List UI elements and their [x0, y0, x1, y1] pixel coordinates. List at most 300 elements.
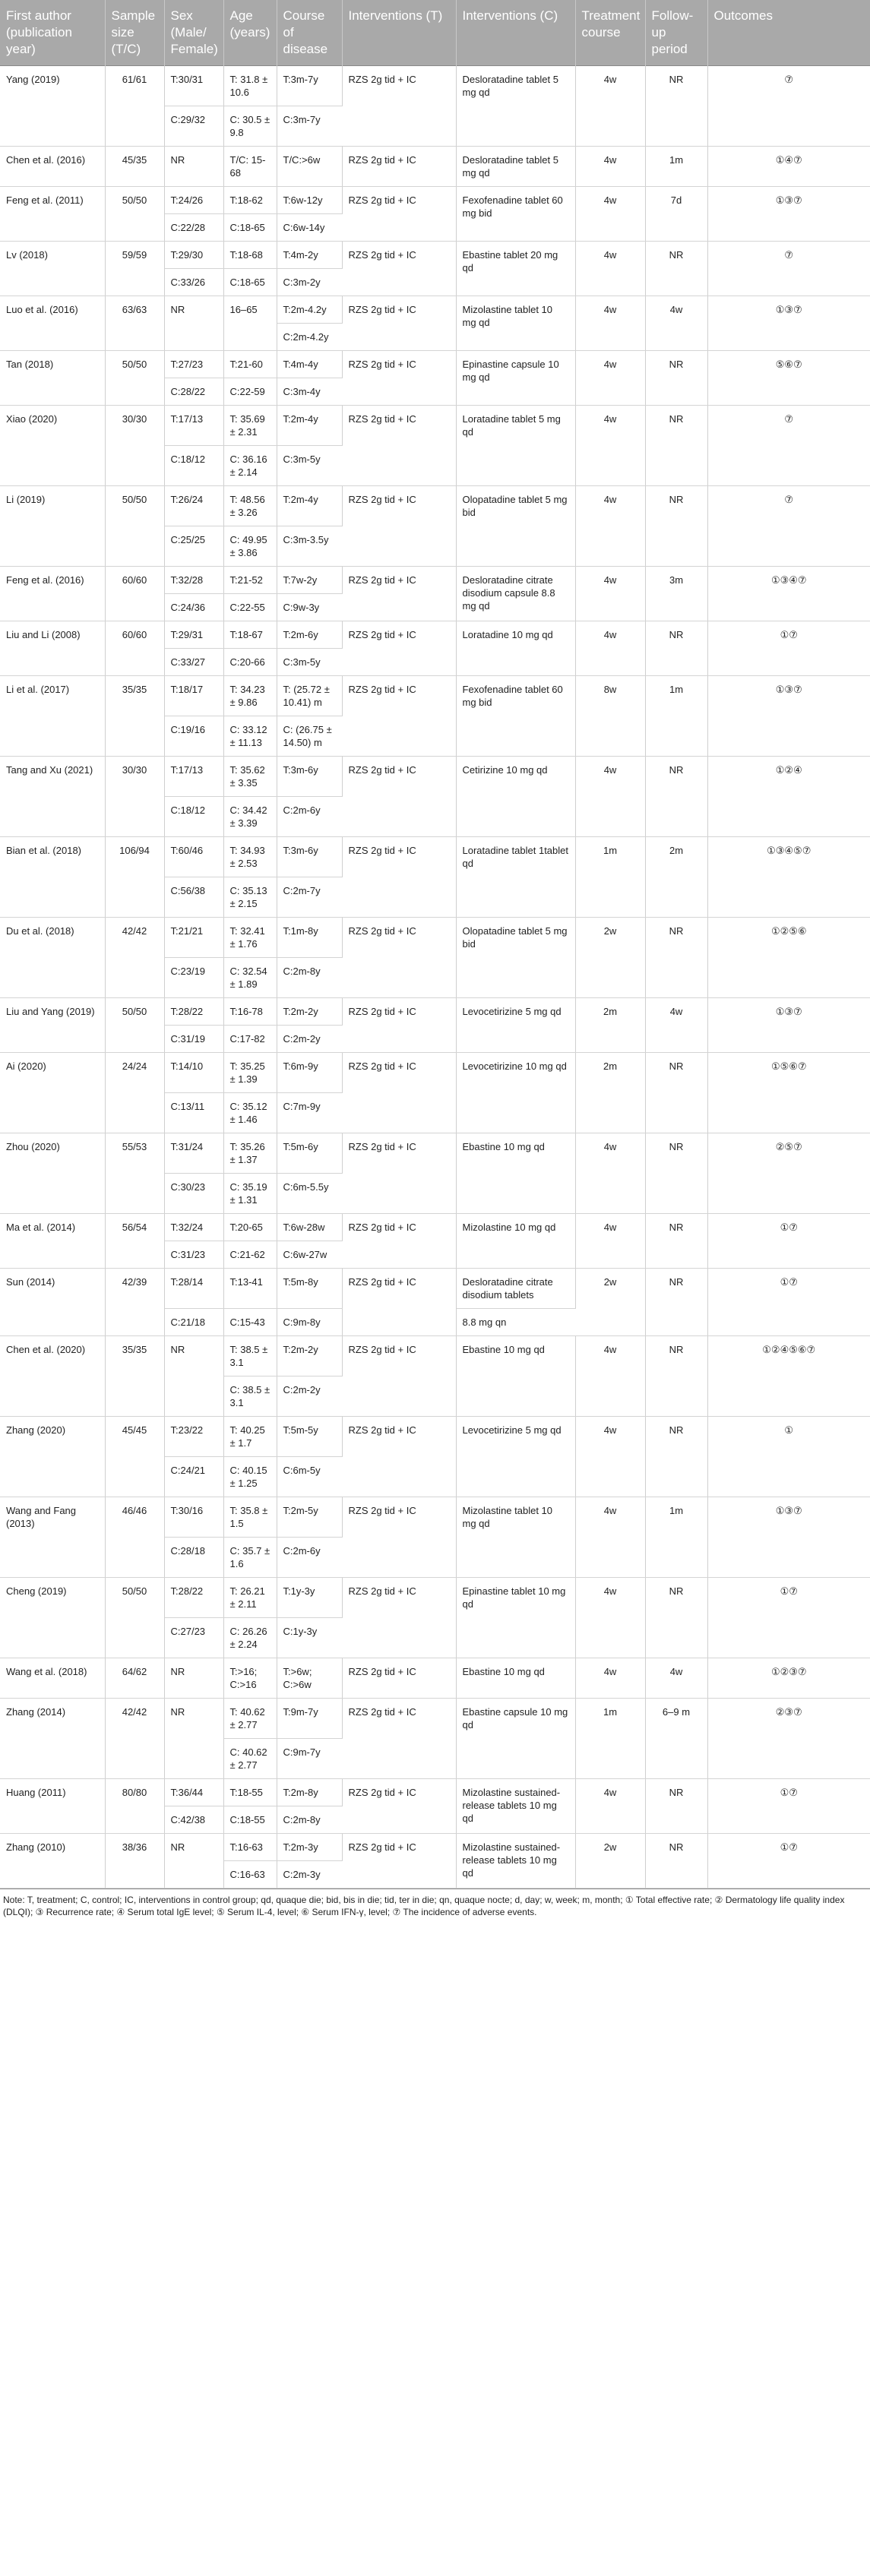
cell-follow-up-period: NR [645, 1053, 707, 1133]
cell-interventions-c: Olopatadine tablet 5 mg bid [456, 486, 575, 567]
cell-interventions-t: RZS 2g tid + IC [342, 998, 456, 1053]
cell-course-of-disease: C:2m-4.2y [277, 324, 342, 351]
cell-first-author: Zhang (2014) [0, 1699, 105, 1779]
cell-sex: C:28/22 [164, 378, 223, 406]
cell-outcomes: ① [707, 1417, 870, 1497]
cell-age: T: 38.5 ± 3.1 [223, 1336, 277, 1377]
cell-age: T:18-68 [223, 242, 277, 269]
cell-sample-size: 42/42 [105, 1699, 164, 1779]
cell-sample-size: 45/45 [105, 1417, 164, 1497]
table-row [0, 837, 870, 877]
cell-age: C: 35.7 ± 1.6 [223, 1538, 277, 1578]
cell-first-author: Ai (2020) [0, 1053, 105, 1133]
cell-first-author: Liu and Yang (2019) [0, 998, 105, 1053]
cell-interventions-c: Ebastine 10 mg qd [456, 1133, 575, 1214]
cell-course-of-disease: T:1m-8y [277, 918, 342, 958]
cell-course-of-disease: C:9w-3y [277, 594, 342, 621]
cell-sample-size: 35/35 [105, 676, 164, 757]
cell-course-of-disease: C:2m-6y [277, 1538, 342, 1578]
cell-course-of-disease: T:6m-9y [277, 1053, 342, 1093]
cell-interventions-c: Mizolastine 10 mg qd [456, 1214, 575, 1269]
cell-age: T:20-65 [223, 1214, 277, 1241]
cell-interventions-t: RZS 2g tid + IC [342, 1417, 456, 1497]
cell-sex: T:18/17 [164, 676, 223, 716]
cell-sex: C:56/38 [164, 877, 223, 918]
cell-treatment-course: 4w [575, 1336, 645, 1417]
cell-interventions-c: Fexofenadine tablet 60 mg bid [456, 187, 575, 242]
cell-sex: C:13/11 [164, 1093, 223, 1133]
cell-age: T: 48.56 ± 3.26 [223, 486, 277, 526]
cell-treatment-course: 4w [575, 296, 645, 351]
cell-interventions-t: RZS 2g tid + IC [342, 147, 456, 187]
cell-age: T: 40.25 ± 1.7 [223, 1417, 277, 1457]
cell-treatment-course: 4w [575, 1578, 645, 1658]
cell-outcomes: ①④⑦ [707, 147, 870, 187]
cell-first-author: Zhang (2020) [0, 1417, 105, 1497]
cell-follow-up-period: 4w [645, 296, 707, 351]
cell-follow-up-period: NR [645, 1779, 707, 1834]
cell-interventions-c: Olopatadine tablet 5 mg bid [456, 918, 575, 998]
cell-interventions-t: RZS 2g tid + IC [342, 621, 456, 676]
cell-follow-up-period: 4w [645, 998, 707, 1053]
cell-sample-size: 80/80 [105, 1779, 164, 1834]
cell-course-of-disease: T:>6w; C:>6w [277, 1658, 342, 1699]
cell-first-author: Huang (2011) [0, 1779, 105, 1834]
cell-age: T: 40.62 ± 2.77 [223, 1699, 277, 1739]
cell-interventions-t: RZS 2g tid + IC [342, 837, 456, 918]
cell-outcomes: ⑤⑥⑦ [707, 351, 870, 406]
cell-follow-up-period: 6–9 m [645, 1699, 707, 1779]
cell-first-author: Du et al. (2018) [0, 918, 105, 998]
cell-follow-up-period: NR [645, 918, 707, 998]
cell-age: C: 38.5 ± 3.1 [223, 1377, 277, 1417]
cell-treatment-course: 4w [575, 1417, 645, 1497]
cell-outcomes: ①⑦ [707, 1779, 870, 1834]
cell-sex: T:27/23 [164, 351, 223, 378]
cell-course-of-disease: T:2m-2y [277, 998, 342, 1026]
cell-interventions-c: Epinastine tablet 10 mg qd [456, 1578, 575, 1658]
cell-outcomes: ①⑤⑥⑦ [707, 1053, 870, 1133]
cell-age: C:16-63 [223, 1861, 277, 1889]
cell-course-of-disease: T/C:>6w [277, 147, 342, 187]
cell-sex: C:33/27 [164, 649, 223, 676]
table-body [0, 66, 870, 1889]
cell-outcomes: ②③⑦ [707, 1699, 870, 1779]
cell-course-of-disease: T:1y-3y [277, 1578, 342, 1618]
cell-course-of-disease: T:4m-4y [277, 351, 342, 378]
cell-course-of-disease: C:2m-2y [277, 1026, 342, 1053]
cell-course-of-disease: C:2m-2y [277, 1377, 342, 1417]
table-row [0, 1497, 870, 1538]
cell-follow-up-period: NR [645, 1214, 707, 1269]
cell-outcomes: ①②④⑤⑥⑦ [707, 1336, 870, 1417]
cell-age: C:20-66 [223, 649, 277, 676]
cell-interventions-t: RZS 2g tid + IC [342, 567, 456, 621]
cell-outcomes: ①③⑦ [707, 676, 870, 757]
cell-treatment-course: 4w [575, 1497, 645, 1578]
cell-follow-up-period: 7d [645, 187, 707, 242]
table-row [0, 351, 870, 378]
cell-age: T:18-67 [223, 621, 277, 649]
cell-first-author: Wang and Fang (2013) [0, 1497, 105, 1578]
cell-first-author: Luo et al. (2016) [0, 296, 105, 351]
cell-age: T:16-78 [223, 998, 277, 1026]
cell-sex: C:25/25 [164, 526, 223, 567]
table-row [0, 66, 870, 106]
cell-sex: T:17/13 [164, 406, 223, 446]
cell-sex: T:17/13 [164, 757, 223, 797]
cell-interventions-t: RZS 2g tid + IC [342, 1578, 456, 1658]
cell-sex: C:24/36 [164, 594, 223, 621]
cell-sample-size: 63/63 [105, 296, 164, 351]
cell-sample-size: 56/54 [105, 1214, 164, 1269]
cell-course-of-disease: T:2m-4y [277, 486, 342, 526]
cell-course-of-disease: T:9m-7y [277, 1699, 342, 1739]
cell-outcomes: ①③⑦ [707, 187, 870, 242]
cell-outcomes: ⑦ [707, 66, 870, 147]
cell-interventions-t: RZS 2g tid + IC [342, 351, 456, 406]
cell-course-of-disease: T:5m-5y [277, 1417, 342, 1457]
cell-treatment-course: 4w [575, 351, 645, 406]
cell-outcomes: ⑦ [707, 486, 870, 567]
cell-first-author: Li (2019) [0, 486, 105, 567]
cell-age: C: 49.95 ± 3.86 [223, 526, 277, 567]
cell-interventions-c: Desloratadine tablet 5 mg qd [456, 66, 575, 147]
cell-follow-up-period: NR [645, 242, 707, 296]
cell-sample-size: 61/61 [105, 66, 164, 147]
cell-interventions-t: RZS 2g tid + IC [342, 1699, 456, 1779]
header-first-author: First author (publication year) [0, 0, 105, 66]
cell-age: T: 35.8 ± 1.5 [223, 1497, 277, 1538]
cell-treatment-course: 4w [575, 406, 645, 486]
cell-age: C: 36.16 ± 2.14 [223, 446, 277, 486]
cell-interventions-t: RZS 2g tid + IC [342, 1214, 456, 1269]
cell-treatment-course: 1m [575, 837, 645, 918]
header-age: Age (years) [223, 0, 277, 66]
cell-course-of-disease: C:3m-5y [277, 446, 342, 486]
table-row [0, 296, 870, 324]
cell-interventions-c: Loratadine tablet 5 mg qd [456, 406, 575, 486]
cell-age: T:16-63 [223, 1834, 277, 1861]
cell-course-of-disease: C:2m-8y [277, 958, 342, 998]
cell-course-of-disease: T:2m-8y [277, 1779, 342, 1806]
cell-outcomes: ②⑤⑦ [707, 1133, 870, 1214]
cell-sample-size: 42/39 [105, 1269, 164, 1336]
cell-course-of-disease: T:2m-2y [277, 1336, 342, 1377]
cell-age: C: 35.19 ± 1.31 [223, 1174, 277, 1214]
cell-sex: T:29/31 [164, 621, 223, 649]
cell-course-of-disease: T:6w-28w [277, 1214, 342, 1241]
cell-sex: T:30/31 [164, 66, 223, 106]
cell-sex: C:18/12 [164, 446, 223, 486]
cell-course-of-disease: T:5m-6y [277, 1133, 342, 1174]
cell-treatment-course: 8w [575, 676, 645, 757]
cell-age: T:>16; C:>16 [223, 1658, 277, 1699]
cell-interventions-c: Ebastine 10 mg qd [456, 1336, 575, 1417]
cell-sample-size: 30/30 [105, 757, 164, 837]
cell-treatment-course: 4w [575, 621, 645, 676]
cell-sample-size: 50/50 [105, 351, 164, 406]
cell-treatment-course: 4w [575, 1214, 645, 1269]
cell-course-of-disease: C:2m-6y [277, 797, 342, 837]
cell-interventions-t: RZS 2g tid + IC [342, 66, 456, 147]
cell-age: T:21-52 [223, 567, 277, 594]
cell-sample-size: 59/59 [105, 242, 164, 296]
cell-age: C: 35.13 ± 2.15 [223, 877, 277, 918]
table-row [0, 1779, 870, 1806]
cell-follow-up-period: 4w [645, 1658, 707, 1699]
cell-sample-size: 64/62 [105, 1658, 164, 1699]
cell-interventions-t: RZS 2g tid + IC [342, 187, 456, 242]
cell-course-of-disease: T:3m-7y [277, 66, 342, 106]
table-row [0, 1214, 870, 1241]
cell-first-author: Chen et al. (2016) [0, 147, 105, 187]
table-row [0, 918, 870, 958]
cell-follow-up-period: NR [645, 1269, 707, 1336]
cell-age: T:18-55 [223, 1779, 277, 1806]
cell-first-author: Cheng (2019) [0, 1578, 105, 1658]
cell-interventions-t: RZS 2g tid + IC [342, 1834, 456, 1889]
cell-interventions-c: Cetirizine 10 mg qd [456, 757, 575, 837]
cell-sample-size: 50/50 [105, 187, 164, 242]
table-row [0, 1053, 870, 1093]
cell-first-author: Ma et al. (2014) [0, 1214, 105, 1269]
cell-interventions-c: Ebastine capsule 10 mg qd [456, 1699, 575, 1779]
table-row [0, 1699, 870, 1739]
cell-outcomes: ①⑦ [707, 1578, 870, 1658]
cell-sex: C:31/23 [164, 1241, 223, 1269]
cell-sex: C:22/28 [164, 214, 223, 242]
cell-sample-size: 45/35 [105, 147, 164, 187]
cell-course-of-disease: C:6w-27w [277, 1241, 342, 1269]
cell-age: T: 34.93 ± 2.53 [223, 837, 277, 877]
table-row [0, 1578, 870, 1618]
cell-first-author: Feng et al. (2011) [0, 187, 105, 242]
table-row [0, 1417, 870, 1457]
cell-sex: NR [164, 1699, 223, 1779]
cell-age: C: 33.12 ± 11.13 [223, 716, 277, 757]
cell-sex: C:28/18 [164, 1538, 223, 1578]
cell-treatment-course: 4w [575, 1133, 645, 1214]
cell-sample-size: 50/50 [105, 486, 164, 567]
cell-follow-up-period: 1m [645, 1497, 707, 1578]
cell-treatment-course: 4w [575, 486, 645, 567]
cell-outcomes: ①③⑦ [707, 998, 870, 1053]
cell-sex: T:28/14 [164, 1269, 223, 1309]
cell-sex: NR [164, 1336, 223, 1417]
cell-course-of-disease: T:4m-2y [277, 242, 342, 269]
cell-sex: C:33/26 [164, 269, 223, 296]
cell-sample-size: 30/30 [105, 406, 164, 486]
cell-sample-size: 60/60 [105, 621, 164, 676]
cell-course-of-disease: T:3m-6y [277, 757, 342, 797]
cell-course-of-disease: T:2m-4y [277, 406, 342, 446]
cell-follow-up-period: NR [645, 1133, 707, 1214]
cell-first-author: Li et al. (2017) [0, 676, 105, 757]
cell-sample-size: 55/53 [105, 1133, 164, 1214]
cell-interventions-c: Mizolastine sustained-release tablets 10 mg qd [456, 1779, 575, 1834]
cell-treatment-course: 2w [575, 1269, 645, 1336]
cell-course-of-disease: C:7m-9y [277, 1093, 342, 1133]
cell-sample-size: 46/46 [105, 1497, 164, 1578]
cell-age: T: 26.21 ± 2.11 [223, 1578, 277, 1618]
cell-interventions-t: RZS 2g tid + IC [342, 1336, 456, 1417]
cell-age: C: 35.12 ± 1.46 [223, 1093, 277, 1133]
cell-first-author: Tang and Xu (2021) [0, 757, 105, 837]
cell-first-author: Xiao (2020) [0, 406, 105, 486]
cell-interventions-t: RZS 2g tid + IC [342, 1779, 456, 1834]
cell-course-of-disease: C: (26.75 ± 14.50) m [277, 716, 342, 757]
cell-course-of-disease: T:3m-6y [277, 837, 342, 877]
cell-treatment-course: 4w [575, 66, 645, 147]
cell-sex: T:26/24 [164, 486, 223, 526]
cell-treatment-course: 4w [575, 147, 645, 187]
cell-age: T: 35.62 ± 3.35 [223, 757, 277, 797]
cell-first-author: Sun (2014) [0, 1269, 105, 1336]
cell-follow-up-period: NR [645, 486, 707, 567]
header-course-of-disease: Course of disease [277, 0, 342, 66]
cell-outcomes: ⑦ [707, 242, 870, 296]
cell-course-of-disease: C:3m-7y [277, 106, 342, 147]
cell-course-of-disease: C:6m-5y [277, 1457, 342, 1497]
cell-course-of-disease: T:2m-6y [277, 621, 342, 649]
cell-interventions-c: Loratadine tablet 1tablet qd [456, 837, 575, 918]
cell-interventions-c: Fexofenadine tablet 60 mg bid [456, 676, 575, 757]
table-row [0, 998, 870, 1026]
cell-interventions-t: RZS 2g tid + IC [342, 676, 456, 757]
cell-sample-size: 106/94 [105, 837, 164, 918]
cell-treatment-course: 4w [575, 187, 645, 242]
cell-treatment-course: 1m [575, 1699, 645, 1779]
cell-sex: T:28/22 [164, 998, 223, 1026]
cell-interventions-t: RZS 2g tid + IC [342, 242, 456, 296]
cell-outcomes: ①③④⑦ [707, 567, 870, 621]
cell-age: T:21-60 [223, 351, 277, 378]
cell-interventions-t: RZS 2g tid + IC [342, 1269, 456, 1336]
cell-sample-size: 60/60 [105, 567, 164, 621]
cell-course-of-disease: C:3m-3.5y [277, 526, 342, 567]
cell-age: C: 26.26 ± 2.24 [223, 1618, 277, 1658]
table-row [0, 242, 870, 269]
cell-course-of-disease: C:6m-5.5y [277, 1174, 342, 1214]
cell-first-author: Bian et al. (2018) [0, 837, 105, 918]
cell-age: C:15-43 [223, 1309, 277, 1336]
cell-sex: T:32/28 [164, 567, 223, 594]
cell-follow-up-period: 1m [645, 147, 707, 187]
cell-age: T: 34.23 ± 9.86 [223, 676, 277, 716]
cell-follow-up-period: NR [645, 1336, 707, 1417]
cell-treatment-course: 4w [575, 242, 645, 296]
cell-age: C:22-55 [223, 594, 277, 621]
table-row [0, 147, 870, 187]
cell-outcomes: ①②⑤⑥ [707, 918, 870, 998]
cell-outcomes: ①⑦ [707, 1269, 870, 1336]
table-footnote: Note: T, treatment; C, control; IC, interventions in control group; qd, quaque die; bid, bis in die; tid, ter in die; qn, quaque nocte; d, day; w, week; m, month; ① Total effective rate; ② Dermatology life quality index (DLQI); ③ Recurrence rate; ④ Serum total IgE level; ⑤ Serum IL-4, level; ⑥ Serum IFN-γ, level; ⑦ The incidence of adverse events. [0, 1889, 870, 1921]
cell-follow-up-period: NR [645, 406, 707, 486]
cell-interventions-c: Mizolastine tablet 10 mg qd [456, 296, 575, 351]
header-interventions-t: Interventions (T) [342, 0, 456, 66]
cell-sex: T:14/10 [164, 1053, 223, 1093]
cell-course-of-disease: T:6w-12y [277, 187, 342, 214]
cell-interventions-c: Levocetirizine 10 mg qd [456, 1053, 575, 1133]
cell-first-author: Yang (2019) [0, 66, 105, 147]
cell-course-of-disease: C:2m-3y [277, 1861, 342, 1889]
header-outcomes: Outcomes [707, 0, 870, 66]
cell-course-of-disease: T: (25.72 ± 10.41) m [277, 676, 342, 716]
cell-sex: T:24/26 [164, 187, 223, 214]
table-row [0, 676, 870, 716]
cell-sex: T:30/16 [164, 1497, 223, 1538]
cell-age: C:18-65 [223, 269, 277, 296]
cell-outcomes: ①③⑦ [707, 1497, 870, 1578]
cell-course-of-disease: T:2m-5y [277, 1497, 342, 1538]
cell-course-of-disease: C:9m-8y [277, 1309, 342, 1336]
cell-first-author: Chen et al. (2020) [0, 1336, 105, 1417]
cell-age: C: 40.15 ± 1.25 [223, 1457, 277, 1497]
cell-follow-up-period: 1m [645, 676, 707, 757]
header-interventions-c: Interventions (C) [456, 0, 575, 66]
cell-first-author: Zhou (2020) [0, 1133, 105, 1214]
cell-outcomes: ①⑦ [707, 1834, 870, 1889]
cell-interventions-c: Ebastine 10 mg qd [456, 1658, 575, 1699]
cell-sex: NR [164, 1834, 223, 1889]
cell-sex: C:29/32 [164, 106, 223, 147]
cell-sex: T:23/22 [164, 1417, 223, 1457]
cell-course-of-disease: C:1y-3y [277, 1618, 342, 1658]
cell-interventions-c: Mizolastine sustained-release tablets 10 mg qd [456, 1834, 575, 1889]
header-follow-up-period: Follow-up period [645, 0, 707, 66]
table-row [0, 621, 870, 649]
cell-sex: NR [164, 296, 223, 351]
cell-sex: C:27/23 [164, 1618, 223, 1658]
cell-follow-up-period: NR [645, 1834, 707, 1889]
cell-first-author: Liu and Li (2008) [0, 621, 105, 676]
cell-follow-up-period: NR [645, 757, 707, 837]
cell-sex: T:31/24 [164, 1133, 223, 1174]
cell-age: T: 35.26 ± 1.37 [223, 1133, 277, 1174]
cell-sample-size: 50/50 [105, 998, 164, 1053]
cell-interventions-c: Ebastine tablet 20 mg qd [456, 242, 575, 296]
cell-sample-size: 38/36 [105, 1834, 164, 1889]
cell-age: C:21-62 [223, 1241, 277, 1269]
cell-treatment-course: 2w [575, 1834, 645, 1889]
header-treatment-course: Treatment course [575, 0, 645, 66]
cell-interventions-t: RZS 2g tid + IC [342, 406, 456, 486]
cell-sex: T:28/22 [164, 1578, 223, 1618]
cell-age: T: 32.41 ± 1.76 [223, 918, 277, 958]
cell-age: C: 34.42 ± 3.39 [223, 797, 277, 837]
cell-sex: C:24/21 [164, 1457, 223, 1497]
cell-age: C: 40.62 ± 2.77 [223, 1739, 277, 1779]
cell-age: C:18-55 [223, 1806, 277, 1834]
cell-sample-size: 24/24 [105, 1053, 164, 1133]
cell-course-of-disease: C:2m-8y [277, 1806, 342, 1834]
cell-interventions-t: RZS 2g tid + IC [342, 1133, 456, 1214]
cell-first-author: Tan (2018) [0, 351, 105, 406]
cell-sex: C:42/38 [164, 1806, 223, 1834]
table-row [0, 1658, 870, 1699]
cell-course-of-disease: C:6w-14y [277, 214, 342, 242]
cell-sex: T:21/21 [164, 918, 223, 958]
cell-interventions-c: Desloratadine citrate disodium tablets [456, 1269, 575, 1309]
cell-outcomes: ①⑦ [707, 621, 870, 676]
cell-interventions-c: Desloratadine citrate disodium capsule 8.8 mg qd [456, 567, 575, 621]
cell-course-of-disease: C:2m-7y [277, 877, 342, 918]
cell-course-of-disease: T:5m-8y [277, 1269, 342, 1309]
cell-age: C:18-65 [223, 214, 277, 242]
table-header-row [0, 0, 870, 66]
cell-interventions-t: RZS 2g tid + IC [342, 1053, 456, 1133]
